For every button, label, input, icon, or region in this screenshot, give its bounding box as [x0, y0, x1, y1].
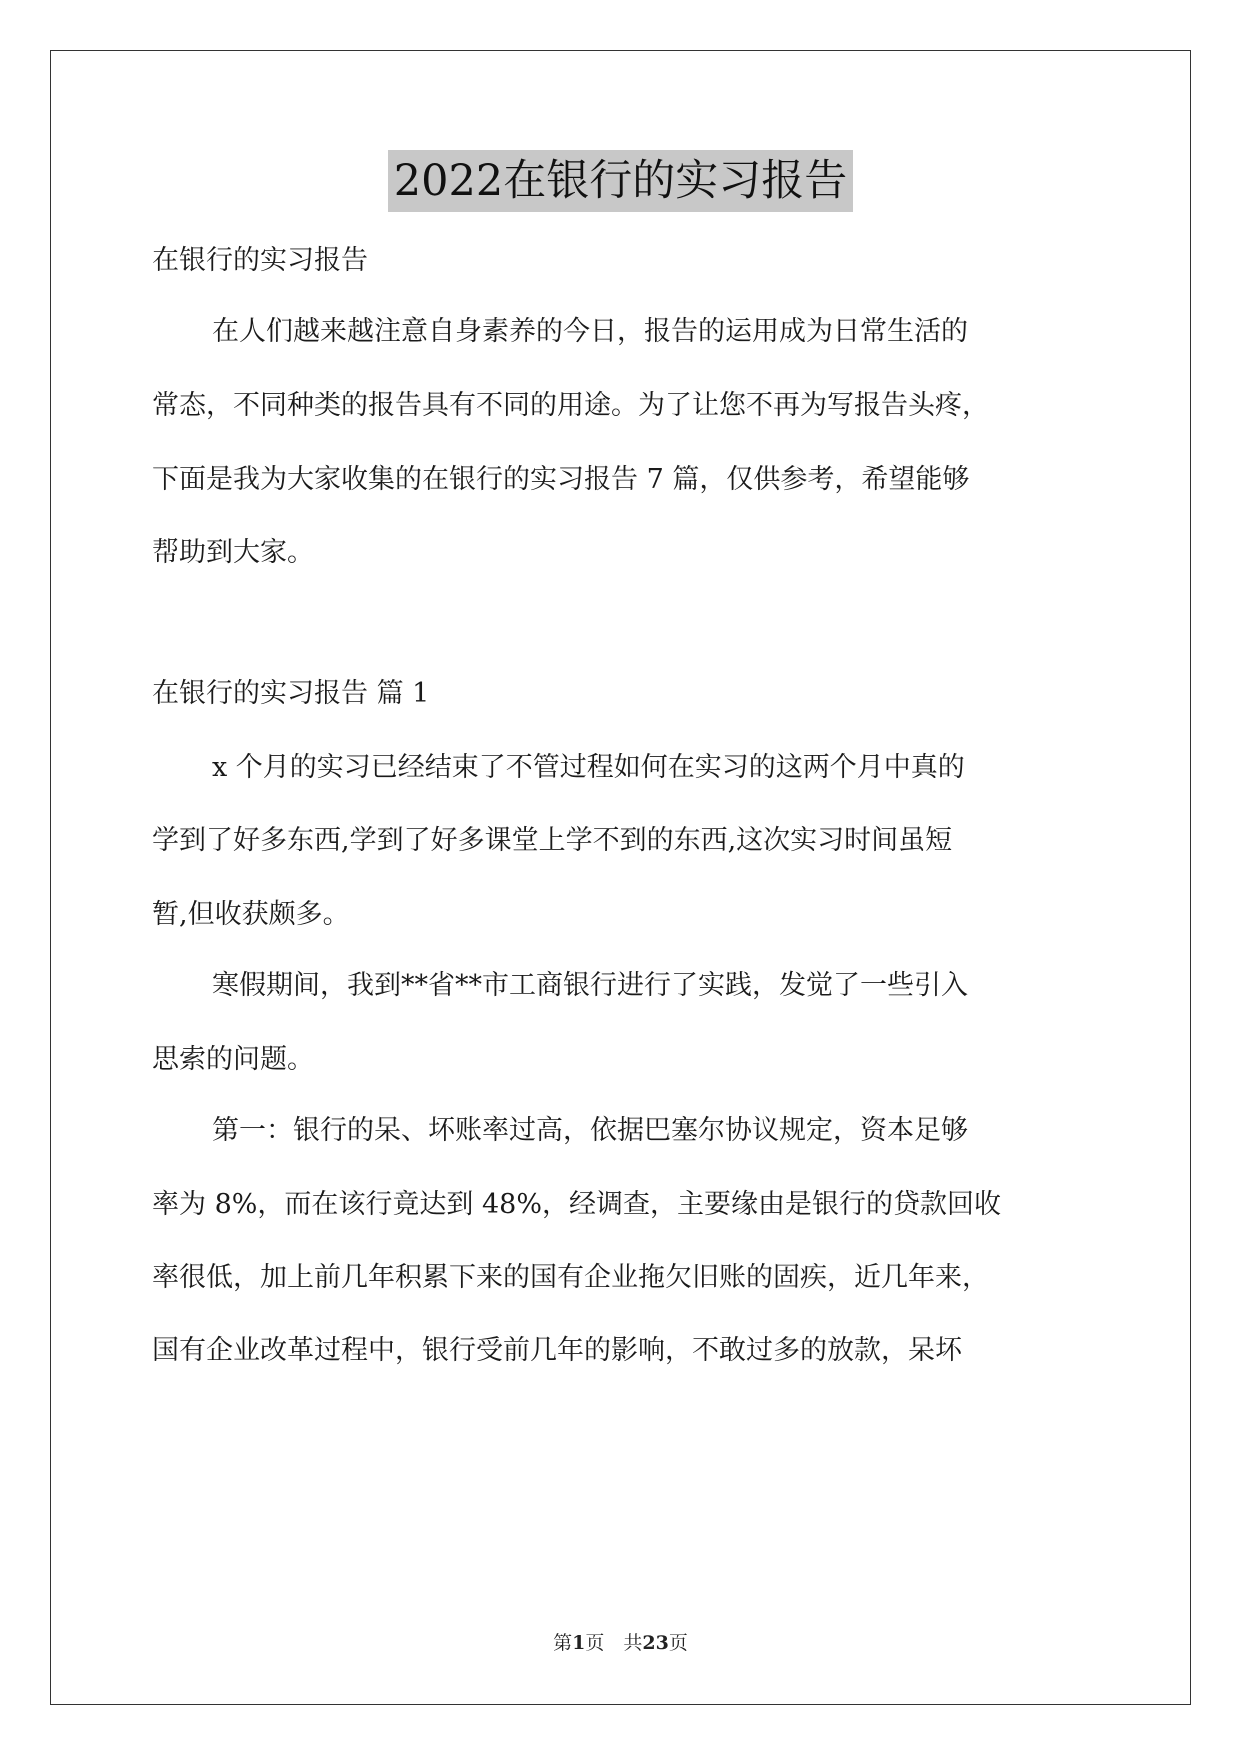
paragraph-line: 寒假期间，我到**省**市工商银行进行了实践，发觉了一些引入	[212, 970, 968, 1001]
paragraph-line: 率为 8%，而在该行竟达到 48%，经调查，主要缘由是银行的贷款回收	[152, 1189, 1002, 1220]
total-page-count: 23	[642, 1632, 669, 1654]
paragraph-line: 率很低，加上前几年积累下来的国有企业拖欠旧账的固疾，近几年来，	[152, 1262, 989, 1293]
intro-line: 在人们越来越注意自身素养的今日，报告的运用成为日常生活的	[212, 316, 968, 347]
paragraph-line: 第一：银行的呆、坏账率过高，依据巴塞尔协议规定，资本足够	[212, 1115, 968, 1146]
title-block	[0, 150, 1241, 212]
section-heading: 在银行的实习报告 篇 1	[152, 678, 430, 709]
footer-suffix: 页	[668, 1632, 688, 1654]
intro-line: 常态，不同种类的报告具有不同的用途。为了让您不再为写报告头疼，	[152, 390, 989, 421]
paragraph-line: 暂,但收获颇多。	[152, 899, 350, 930]
paragraph-line: 思索的问题。	[152, 1044, 314, 1075]
page-footer	[0, 1628, 1241, 1655]
intro-line: 帮助到大家。	[152, 537, 314, 568]
paragraph-line: x 个月的实习已经结束了不管过程如何在实习的这两个月中真的	[212, 752, 965, 783]
intro-line: 下面是我为大家收集的在银行的实习报告 7 篇，仅供参考，希望能够	[152, 464, 970, 495]
document-title: 2022在银行的实习报告	[388, 150, 853, 212]
intro-heading: 在银行的实习报告	[152, 245, 368, 276]
paragraph-line: 国有企业改革过程中，银行受前几年的影响，不敢过多的放款，呆坏	[152, 1335, 962, 1366]
footer-prefix: 第	[553, 1632, 573, 1654]
page-border	[50, 50, 1191, 1705]
paragraph-line: 学到了好多东西,学到了好多课堂上学不到的东西,这次实习时间虽短	[152, 825, 953, 856]
footer-middle: 页 共	[585, 1632, 643, 1654]
current-page-number: 1	[572, 1632, 586, 1654]
